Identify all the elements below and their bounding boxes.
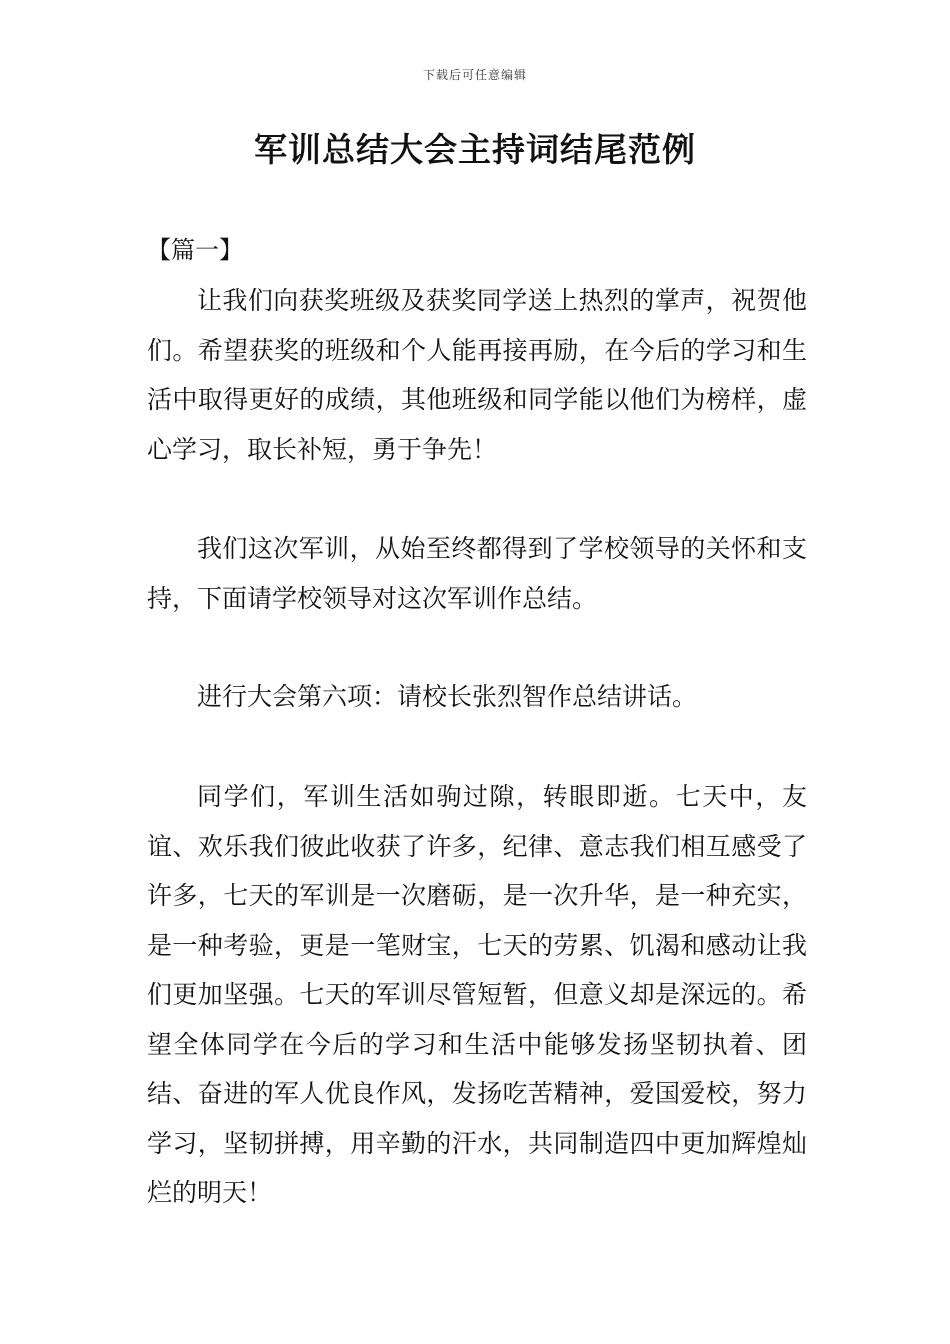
paragraph: 同学们，军训生活如驹过隙，转眼即逝。七天中，友谊、欢乐我们彼此收获了许多，纪律、意志我们相互感受了许多，七天的军训是一次磨砺，是一次升华，是一种充实，是一种考验，更是一笔财宝，七天的劳累、饥渴和感动让我们更加坚强。七天的军训尽管短暂，但意义却是深远的。希望全体同学在今后的学习和生活中能够发扬坚韧执着、团结、奋进的军人优良作风，发扬吃苦精神，爱国爱校，努力学习，坚韧拼搏，用辛勤的汗水，共同制造四中更加辉煌灿烂的明天！ <box>147 782 807 1207</box>
paragraph: 进行大会第六项：请校长张烈智作总结讲话。 <box>197 682 698 711</box>
page-title: 军训总结大会主持词结尾范例 <box>254 130 696 169</box>
header-note: 下载后可任意编辑 <box>422 68 527 82</box>
paragraph: 我们这次军训，从始至终都得到了学校领导的关怀和支持，下面请学校领导对这次军训作总结。 <box>147 534 807 613</box>
section-label: 【篇一】 <box>147 236 243 264</box>
paragraph: 让我们向获奖班级及获奖同学送上热烈的掌声，祝贺他们。希望获奖的班级和个人能再接再励，在今后的学习和生活中取得更好的成绩，其他班级和同学能以他们为榜样，虚心学习，取长补短，勇于争先！ <box>147 286 807 464</box>
